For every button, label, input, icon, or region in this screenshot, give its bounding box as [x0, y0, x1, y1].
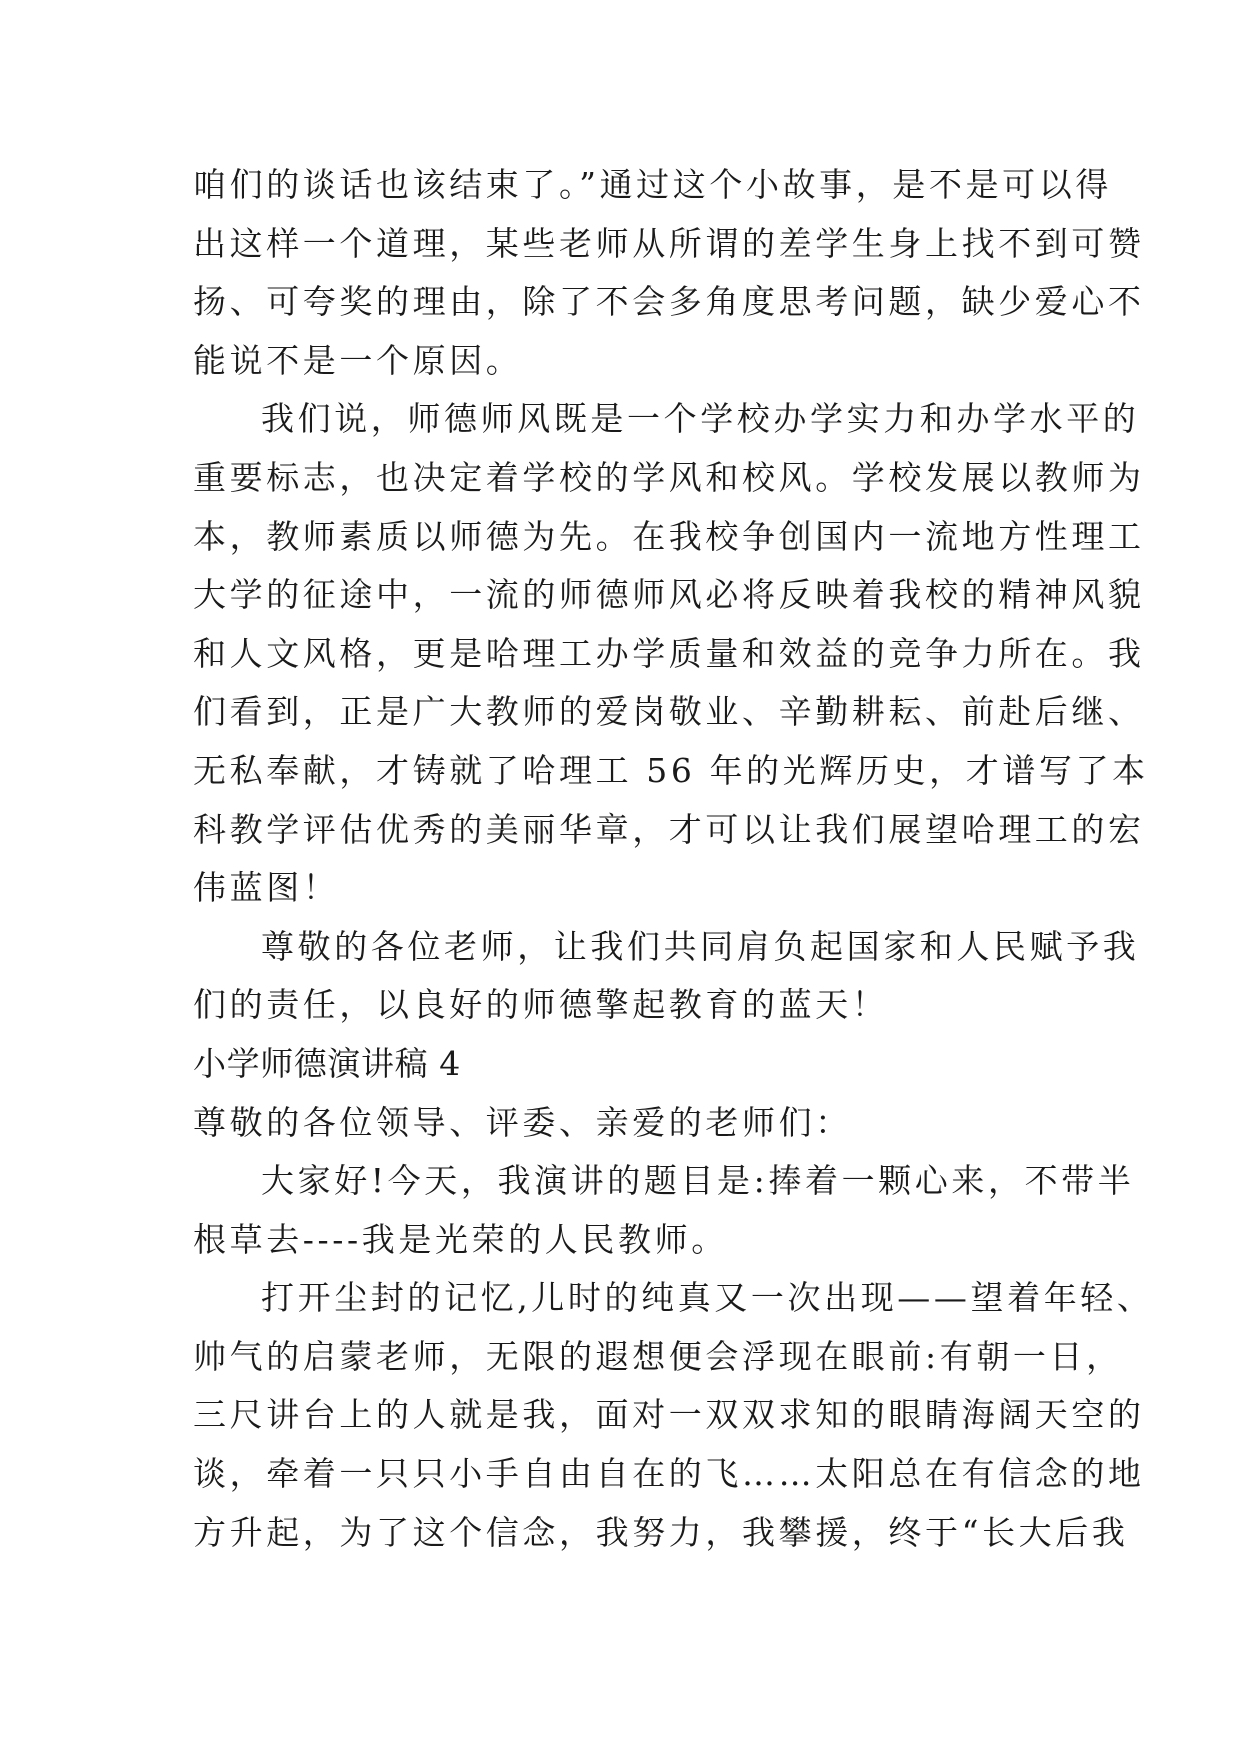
text-line: 谈，牵着一只只小手自由自在的飞……太阳总在有信念的地: [193, 1454, 1145, 1494]
text-line: 重要标志，也决定着学校的学风和校风。学校发展以教师为: [193, 457, 1145, 497]
text-line: 尊敬的各位老师，让我们共同肩负起国家和人民赋予我: [261, 926, 1140, 966]
section-heading: 小学师德演讲稿 4: [193, 1043, 461, 1083]
text-line: 三尺讲台上的人就是我，面对一双双求知的眼睛海阔天空的: [193, 1395, 1145, 1435]
salutation: 尊敬的各位领导、评委、亲爱的老师们：: [193, 1102, 852, 1142]
text-line: 根草去----我是光荣的人民教师。: [193, 1219, 728, 1259]
text-line: 大学的征途中，一流的师德师风必将反映着我校的精神风貌: [193, 575, 1145, 615]
body-text: [193, 156, 1154, 1562]
text-line: 们看到，正是广大教师的爱岗敬业、辛勤耕耘、前赴后继、: [193, 692, 1145, 732]
text-line: 大家好!今天，我演讲的题目是:捧着一颗心来，不带半: [261, 1161, 1135, 1201]
text-line: 本，教师素质以师德为先。在我校争创国内一流地方性理工: [193, 516, 1145, 556]
text-line: 出这样一个道理，某些老师从所谓的差学生身上找不到可赞: [193, 223, 1145, 263]
text-line: 伟蓝图！: [193, 868, 340, 908]
text-line: 科教学评估优秀的美丽华章，才可以让我们展望哈理工的宏: [193, 809, 1145, 849]
text-line: 方升起，为了这个信念，我努力，我攀援，终于“长大后我: [193, 1512, 1129, 1552]
text-line: 无私奉献，才铸就了哈理工 56 年的光辉历史，才谱写了本: [193, 750, 1149, 790]
text-line: 扬、可夸奖的理由，除了不会多角度思考问题，缺少爱心不: [193, 282, 1145, 322]
text-line: 咱们的谈话也该结束了。”通过这个小故事，是不是可以得: [193, 165, 1112, 204]
text-line: 和人文风格，更是哈理工办学质量和效益的竞争力所在。我: [193, 633, 1145, 673]
text-line: 打开尘封的记忆,儿时的纯真又一次出现——望着年轻、: [261, 1278, 1154, 1318]
text-line: 帅气的启蒙老师，无限的遐想便会浮现在眼前:有朝一日，: [193, 1336, 1123, 1376]
text-line: 能说不是一个原因。: [193, 340, 523, 380]
text-line: 们的责任，以良好的师德擎起教育的蓝天！: [193, 985, 889, 1025]
text-line: 我们说，师德师风既是一个学校办学实力和办学水平的: [261, 399, 1140, 439]
